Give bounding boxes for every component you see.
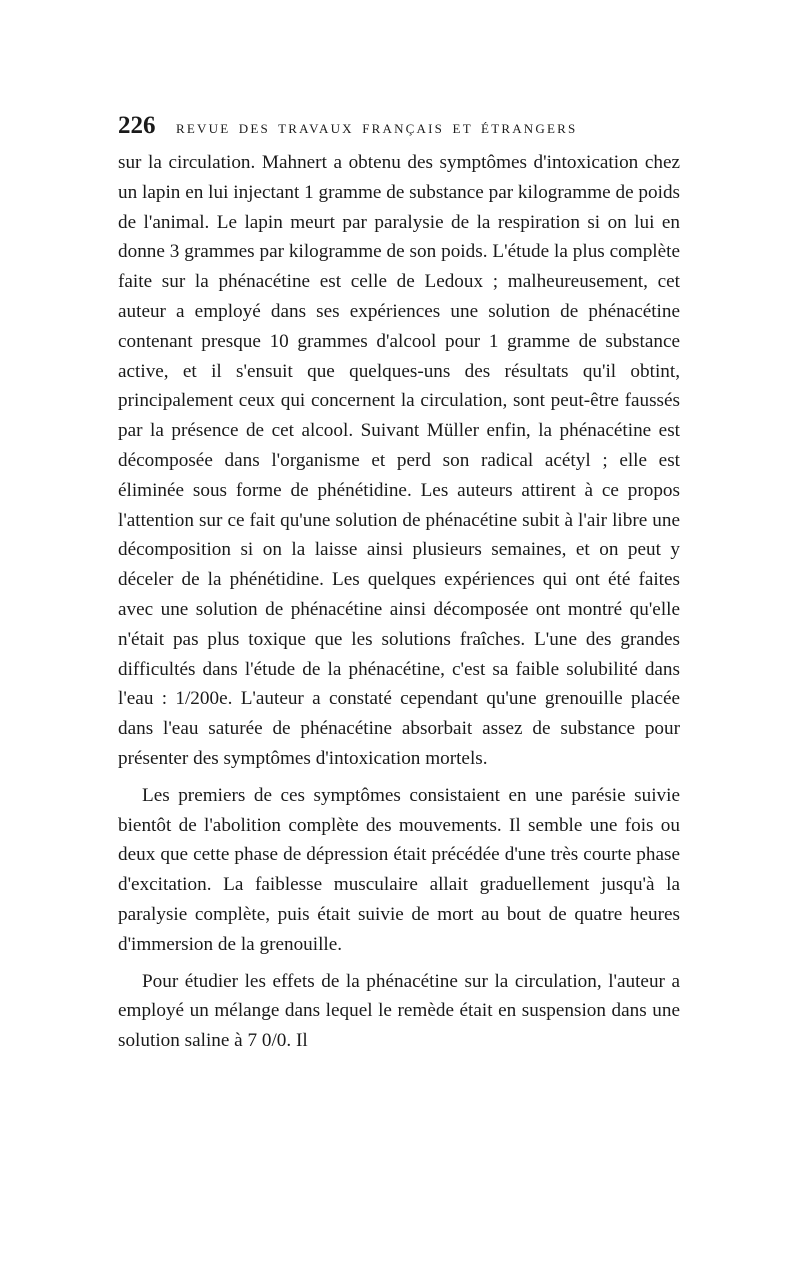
paragraph: Les premiers de ces symptômes consistaient en une parésie suivie bientôt de l'abolition complète des mouvements. Il semble une fois ou deux que cette phase de dépression était précédée d'une très courte phase d'excitation. La faiblesse musculaire allait graduellement jusqu'à la paralysie complète, puis était suivie de mort au bout de quatre heures d'immersion de la grenouille. (118, 784, 680, 955)
paragraph: Pour étudier les effets de la phénacétine sur la circulation, l'auteur a employé un mélange dans lequel le remède était en suspension dans une solution saline à 7 0/0. Il (118, 970, 680, 1052)
running-head (118, 112, 680, 148)
page-number: 226 (118, 112, 156, 139)
page (118, 112, 680, 1056)
paragraph: sur la circulation. Mahnert a obtenu des symptômes d'intoxication chez un lapin en lui injectant 1 gramme de substance par kilogramme de poids de l'animal. Le lapin meurt par paralysie de la respiration si on lui en donne 3 grammes par kilogramme de son poids. L'étude la plus complète faite sur la phénacétine est celle de Ledoux ; malheureusement, cet auteur a employé dans ses expériences une solution de phénacétine contenant presque 10 grammes d'alcool pour 1 gramme de substance active, et il s'ensuit que quelques-uns des résultats qu'il obtint, principalement ceux qui concernent la circulation, sont peut-être faussés par la présence de cet alcool. Suivant Müller enfin, la phénacétine est décomposée dans l'organisme et perd son radical acétyl ; elle est éliminée sous forme de phénétidine. Les auteurs attirent à ce propos l'attention sur ce fait qu'une solution de phénacétine subit à l'air libre une décomposition si on la laisse ainsi plusieurs semaines, et on peut y déceler de la phénétidine. Les quelques expériences qui ont été faites avec une solution de phénacétine ainsi décomposée ont montré qu'elle n'était pas plus toxique que les solutions fraîches. L'une des grandes difficultés dans l'étude de la phénacétine, c'est sa faible solubilité dans l'eau : 1/200e. L'auteur a constaté cependant qu'une grenouille placée dans l'eau saturée de phénacétine absorbait assez de substance pour présenter des symptômes d'intoxication mortels. (118, 152, 680, 769)
running-title: REVUE DES TRAVAUX FRANÇAIS ET ÉTRANGERS (176, 121, 578, 136)
body-text (118, 148, 680, 1056)
